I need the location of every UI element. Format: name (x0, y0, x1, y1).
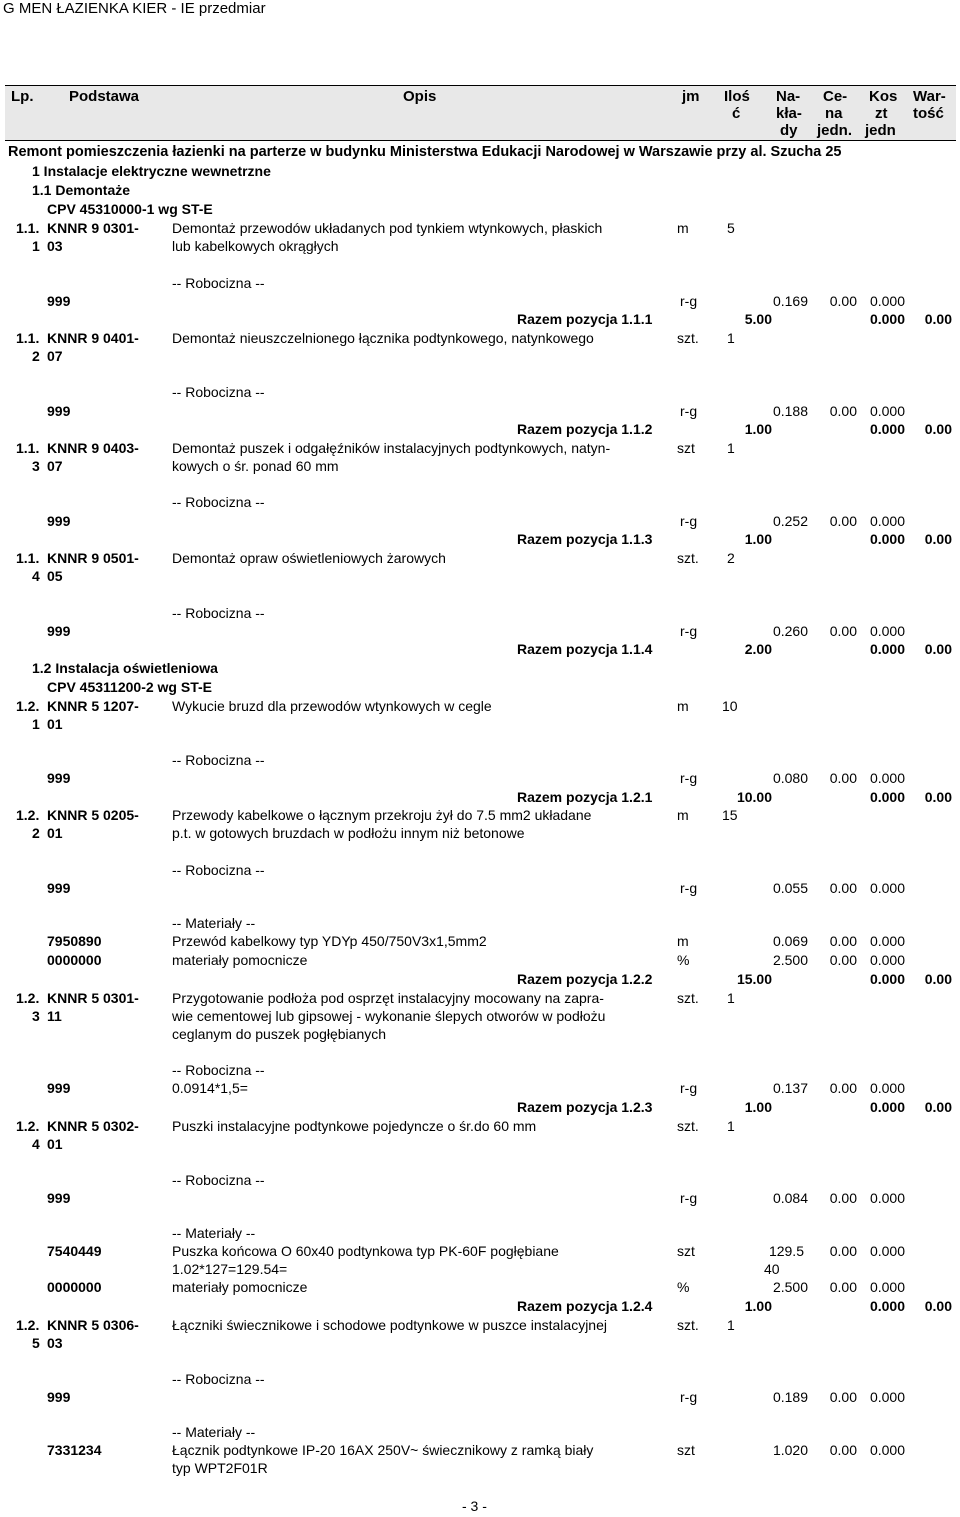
item-podstawa: 03 (47, 1335, 63, 1351)
item-jm: szt. (677, 990, 699, 1006)
naklady-value: 0.189 (772, 1389, 808, 1405)
material-koszt: 0.000 (869, 952, 905, 968)
item-ilosc: 1 (727, 440, 735, 456)
item-lp: 4 (32, 1136, 40, 1152)
item-lp: 2 (32, 825, 40, 841)
item-ilosc: 10 (722, 698, 738, 714)
item-jm: szt. (677, 1118, 699, 1134)
header-cena-3: jedn. (817, 122, 853, 139)
razem-wartosc: 0.00 (924, 1099, 952, 1115)
material-opis: typ WPT2F01R (172, 1460, 268, 1476)
item-opis: Puszki instalacyjne podtynkowe pojedyncze o śr.do 60 mm (172, 1118, 537, 1134)
item-jm: m (677, 807, 689, 823)
resource-jm: r-g (680, 513, 698, 529)
project-title: Remont pomieszczenia łazienki na parterze w budynku Ministerstwa Edukacji Narodowej w Warszawie przy al. Szucha 25 (8, 144, 842, 160)
item-opis: Przewody kabelkowe o łącznym przekroju żył do 7.5 mm2 układane (172, 807, 592, 823)
header-naklady-2: kła- (776, 105, 802, 122)
razem-label: Razem pozycja 1.2.4 (517, 1298, 653, 1314)
cena-value: 0.00 (829, 1190, 857, 1206)
razem-ilosc: 10.00 (736, 789, 772, 805)
koszt-value: 0.000 (869, 403, 905, 419)
item-opis: ceglanym do puszek pogłębianych (172, 1026, 387, 1042)
resource-code: 999 (47, 880, 71, 896)
item-lp: 1.2. (16, 807, 40, 823)
header-wartosc-2: tość (913, 105, 944, 122)
material-cena: 0.00 (829, 1442, 857, 1458)
materialy-label: -- Materiały -- (172, 915, 256, 931)
resource-jm: r-g (680, 293, 698, 309)
razem-koszt: 0.000 (869, 789, 905, 805)
robocizna-label: -- Robocizna -- (172, 384, 265, 400)
material-code: 7540449 (47, 1243, 102, 1259)
razem-label: Razem pozycja 1.2.3 (517, 1099, 653, 1115)
item-opis: p.t. w gotowych bruzdach w podłożu innym niż betonowe (172, 825, 525, 841)
material-naklady: 0.069 (772, 933, 808, 949)
robocizna-label: -- Robocizna -- (172, 862, 265, 878)
razem-ilosc: 1.00 (744, 1099, 772, 1115)
item-opis: Łączniki świecznikowe i schodowe podtynkowe w puszce instalacyjnej (172, 1317, 607, 1333)
material-jm: szt (677, 1243, 695, 1259)
robocizna-label: -- Robocizna -- (172, 1062, 265, 1078)
razem-wartosc: 0.00 (924, 531, 952, 547)
material-opis: Puszka końcowa O 60x40 podtynkowa typ PK-60F pogłębiane (172, 1243, 559, 1259)
item-jm: szt. (677, 330, 699, 346)
item-opis: lub kabelkowych okrągłych (172, 238, 339, 254)
robocizna-label: -- Robocizna -- (172, 1371, 265, 1387)
razem-label: Razem pozycja 1.2.1 (517, 789, 653, 805)
cena-value: 0.00 (829, 880, 857, 896)
material-jm: % (677, 1279, 690, 1295)
item-podstawa: KNNR 5 1207- (47, 698, 139, 714)
material-koszt: 0.000 (869, 933, 905, 949)
material-koszt: 0.000 (869, 1243, 905, 1259)
table-header (5, 85, 956, 141)
item-opis: Demontaż przewodów układanych pod tynkiem wtynkowych, płaskich (172, 220, 603, 236)
item-podstawa: 07 (47, 458, 63, 474)
razem-label: Razem pozycja 1.1.4 (517, 641, 653, 657)
item-ilosc: 1 (727, 1317, 735, 1333)
header-ilosc-1: Iloś (724, 88, 750, 105)
item-jm: m (677, 220, 689, 236)
material-koszt: 0.000 (869, 1442, 905, 1458)
resource-jm: r-g (680, 770, 698, 786)
item-lp: 1 (32, 238, 40, 254)
material-naklady: 129.5 (768, 1243, 804, 1259)
material-cena: 0.00 (829, 1279, 857, 1295)
cpv-1-1: CPV 45310000-1 wg ST-E (47, 201, 213, 217)
material-jm: szt (677, 1442, 695, 1458)
koszt-value: 0.000 (869, 513, 905, 529)
item-lp: 1.2. (16, 1317, 40, 1333)
material-naklady: 2.500 (772, 952, 808, 968)
material-cena: 0.00 (829, 952, 857, 968)
item-podstawa: 11 (47, 1008, 62, 1024)
item-podstawa: 01 (47, 716, 63, 732)
material-cena: 0.00 (829, 1243, 857, 1259)
header-koszt-3: jedn (865, 122, 896, 139)
razem-ilosc: 1.00 (744, 531, 772, 547)
razem-wartosc: 0.00 (924, 789, 952, 805)
razem-koszt: 0.000 (869, 641, 905, 657)
naklady-value: 0.055 (772, 880, 808, 896)
header-ilosc-2: ć (732, 105, 741, 122)
robocizna-label: -- Robocizna -- (172, 494, 265, 510)
resource-jm: r-g (680, 1080, 698, 1096)
koszt-value: 0.000 (869, 1389, 905, 1405)
material-code: 7331234 (47, 1442, 102, 1458)
item-lp: 1.1. (16, 440, 40, 456)
koszt-value: 0.000 (869, 770, 905, 786)
resource-code: 999 (47, 293, 71, 309)
item-ilosc: 1 (727, 330, 735, 346)
item-lp: 3 (32, 458, 40, 474)
material-opis: Łącznik podtynkowe IP-20 16AX 250V~ świecznikowy z ramką biały (172, 1442, 594, 1458)
razem-label: Razem pozycja 1.1.3 (517, 531, 653, 547)
item-jm: szt (677, 440, 695, 456)
cena-value: 0.00 (829, 403, 857, 419)
item-podstawa: 01 (47, 1136, 63, 1152)
header-wartosc-1: War- (913, 88, 946, 105)
item-opis: kowych o śr. ponad 60 mm (172, 458, 339, 474)
section-1: 1 Instalacje elektryczne wewnetrzne (32, 163, 271, 179)
header-opis: Opis (403, 88, 437, 105)
razem-wartosc: 0.00 (924, 421, 952, 437)
resource-code: 999 (47, 623, 71, 639)
koszt-value: 0.000 (869, 1080, 905, 1096)
item-ilosc: 5 (727, 220, 735, 236)
calc-formula: 0.0914*1,5= (172, 1080, 248, 1096)
razem-label: Razem pozycja 1.1.2 (517, 421, 653, 437)
robocizna-label: -- Robocizna -- (172, 605, 265, 621)
header-koszt-1: Kos (869, 88, 898, 105)
item-podstawa: 05 (47, 568, 63, 584)
item-lp: 3 (32, 1008, 40, 1024)
razem-ilosc: 1.00 (744, 421, 772, 437)
item-podstawa: KNNR 9 0401- (47, 330, 139, 346)
item-opis: Demontaż puszek i odgałęźników instalacyjnych podtynkowych, natyn- (172, 440, 611, 456)
item-podstawa: KNNR 9 0403- (47, 440, 139, 456)
item-ilosc: 15 (722, 807, 738, 823)
item-lp: 1.1. (16, 220, 40, 236)
item-podstawa: KNNR 9 0301- (47, 220, 139, 236)
item-lp: 1.2. (16, 1118, 40, 1134)
razem-ilosc: 2.00 (744, 641, 772, 657)
material-code: 0000000 (47, 1279, 102, 1295)
cena-value: 0.00 (829, 1080, 857, 1096)
material-jm: % (677, 952, 690, 968)
item-lp: 1.2. (16, 698, 40, 714)
item-ilosc: 2 (727, 550, 735, 566)
razem-ilosc: 15.00 (736, 971, 772, 987)
materialy-label: -- Materiały -- (172, 1424, 256, 1440)
razem-koszt: 0.000 (869, 1099, 905, 1115)
material-code: 7950890 (47, 933, 102, 949)
resource-jm: r-g (680, 1190, 698, 1206)
material-cena: 0.00 (829, 933, 857, 949)
item-ilosc: 1 (727, 990, 735, 1006)
header-koszt-2: zt (875, 105, 888, 122)
razem-koszt: 0.000 (869, 421, 905, 437)
cena-value: 0.00 (829, 1389, 857, 1405)
document-title: G MEN ŁAZIENKA KIER - IE przedmiar (3, 0, 266, 17)
item-lp: 1.1. (16, 550, 40, 566)
section-1-2: 1.2 Instalacja oświetleniowa (32, 660, 218, 676)
header-podstawa: Podstawa (69, 88, 140, 105)
item-podstawa: KNNR 5 0306- (47, 1317, 139, 1333)
naklady-value: 0.080 (772, 770, 808, 786)
page-number: - 3 - (462, 1498, 487, 1514)
item-podstawa: KNNR 9 0501- (47, 550, 139, 566)
item-podstawa: 07 (47, 348, 63, 364)
razem-wartosc: 0.00 (924, 971, 952, 987)
header-naklady-3: dy (780, 122, 798, 139)
item-podstawa: KNNR 5 0302- (47, 1118, 139, 1134)
item-podstawa: 01 (47, 825, 63, 841)
material-naklady-cont: 40 (764, 1261, 780, 1277)
resource-code: 999 (47, 1190, 71, 1206)
koszt-value: 0.000 (869, 880, 905, 896)
razem-label: Razem pozycja 1.2.2 (517, 971, 653, 987)
material-opis: materiały pomocnicze (172, 952, 308, 968)
resource-jm: r-g (680, 623, 698, 639)
razem-ilosc: 5.00 (744, 311, 772, 327)
razem-wartosc: 0.00 (924, 311, 952, 327)
item-opis: wie cementowej lub gipsowej - wykonanie ślepych otworów w podłożu (172, 1008, 606, 1024)
material-naklady: 1.020 (772, 1442, 808, 1458)
razem-wartosc: 0.00 (924, 1298, 952, 1314)
koszt-value: 0.000 (869, 293, 905, 309)
item-lp: 1 (32, 716, 40, 732)
header-jm: jm (682, 88, 700, 105)
material-code: 0000000 (47, 952, 102, 968)
item-ilosc: 1 (727, 1118, 735, 1134)
item-podstawa: KNNR 5 0205- (47, 807, 139, 823)
cena-value: 0.00 (829, 770, 857, 786)
razem-ilosc: 1.00 (744, 1298, 772, 1314)
naklady-value: 0.188 (772, 403, 808, 419)
naklady-value: 0.084 (772, 1190, 808, 1206)
cena-value: 0.00 (829, 293, 857, 309)
item-opis: Demontaż opraw oświetleniowych żarowych (172, 550, 446, 566)
section-1-1: 1.1 Demontaże (32, 182, 131, 198)
header-naklady-1: Na- (776, 88, 801, 105)
item-lp: 1.1. (16, 330, 40, 346)
item-lp: 1.2. (16, 990, 40, 1006)
item-jm: szt. (677, 1317, 699, 1333)
resource-jm: r-g (680, 880, 698, 896)
header-cena-1: Ce- (823, 88, 848, 105)
resource-jm: r-g (680, 1389, 698, 1405)
cena-value: 0.00 (829, 623, 857, 639)
cena-value: 0.00 (829, 513, 857, 529)
item-podstawa: KNNR 5 0301- (47, 990, 139, 1006)
item-opis: Przygotowanie podłoża pod osprzęt instalacyjny mocowany na zapra- (172, 990, 604, 1006)
item-podstawa: 03 (47, 238, 63, 254)
naklady-value: 0.137 (772, 1080, 808, 1096)
resource-jm: r-g (680, 403, 698, 419)
robocizna-label: -- Robocizna -- (172, 752, 265, 768)
item-opis: Wykucie bruzd dla przewodów wtynkowych w cegle (172, 698, 492, 714)
cpv-1-2: CPV 45311200-2 wg ST-E (47, 679, 212, 695)
razem-wartosc: 0.00 (924, 641, 952, 657)
koszt-value: 0.000 (869, 1190, 905, 1206)
razem-label: Razem pozycja 1.1.1 (517, 311, 653, 327)
naklady-value: 0.260 (772, 623, 808, 639)
naklady-value: 0.169 (772, 293, 808, 309)
razem-koszt: 0.000 (869, 311, 905, 327)
item-jm: m (677, 698, 689, 714)
material-opis: materiały pomocnicze (172, 1279, 308, 1295)
robocizna-label: -- Robocizna -- (172, 1172, 265, 1188)
item-lp: 5 (32, 1335, 40, 1351)
resource-code: 999 (47, 1389, 71, 1405)
header-lp: Lp. (11, 88, 34, 105)
item-opis: Demontaż nieuszczelnionego łącznika podtynkowego, natynkowego (172, 330, 594, 346)
item-lp: 2 (32, 348, 40, 364)
materialy-label: -- Materiały -- (172, 1225, 256, 1241)
item-lp: 4 (32, 568, 40, 584)
resource-code: 999 (47, 403, 71, 419)
item-jm: szt. (677, 550, 699, 566)
material-koszt: 0.000 (869, 1279, 905, 1295)
material-naklady: 2.500 (772, 1279, 808, 1295)
razem-koszt: 0.000 (869, 1298, 905, 1314)
naklady-value: 0.252 (772, 513, 808, 529)
material-jm: m (677, 933, 689, 949)
koszt-value: 0.000 (869, 623, 905, 639)
resource-code: 999 (47, 513, 71, 529)
robocizna-label: -- Robocizna -- (172, 275, 265, 291)
material-opis: Przewód kabelkowy typ YDYp 450/750V3x1,5mm2 (172, 933, 487, 949)
resource-code: 999 (47, 770, 71, 786)
resource-code: 999 (47, 1080, 71, 1096)
razem-koszt: 0.000 (869, 531, 905, 547)
header-cena-2: na (825, 105, 843, 122)
calc-formula: 1.02*127=129.54= (172, 1261, 288, 1277)
razem-koszt: 0.000 (869, 971, 905, 987)
